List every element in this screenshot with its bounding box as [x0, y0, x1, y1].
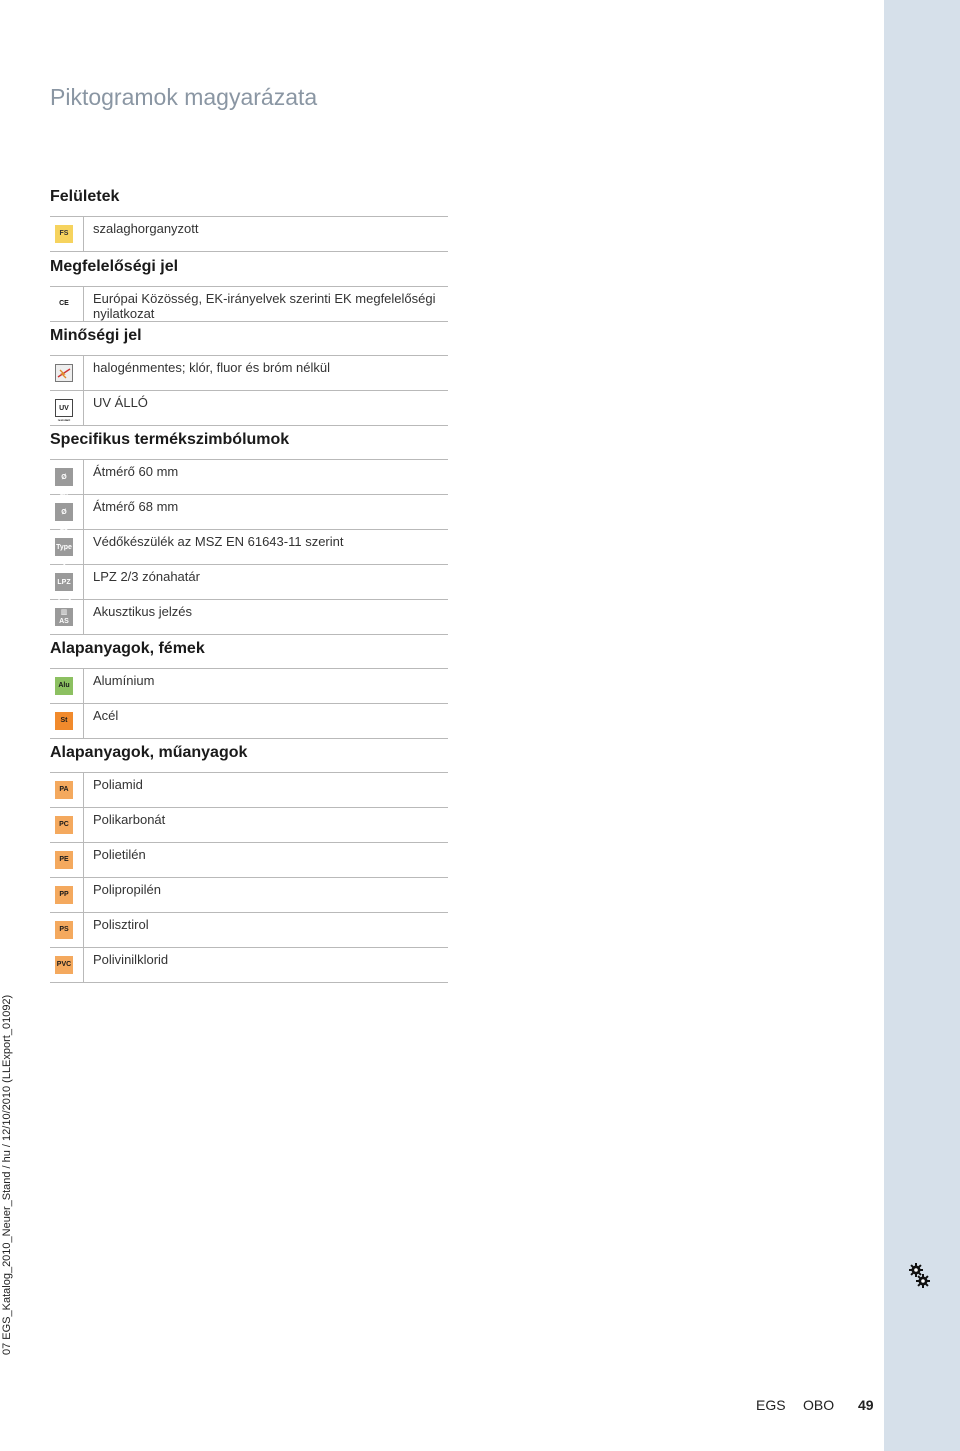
- list-item: [50, 217, 448, 252]
- item-text: halogénmentes; klór, fluor és bróm nélkül: [93, 360, 331, 375]
- section-minosegi-jel: [50, 325, 448, 426]
- list-item: [50, 948, 448, 983]
- steel-icon: St: [55, 712, 73, 730]
- vertical-export-note: 07 EGS_Katalog_2010_Neuer_Stand / hu / 12/10/2010 (LLExport_01092): [1, 994, 13, 1355]
- item-text: Polipropilén: [93, 882, 161, 897]
- polypropylene-icon: PP: [55, 886, 73, 904]
- right-sidebar-band: [884, 0, 960, 1451]
- list-item: [50, 808, 448, 843]
- list-item: [50, 773, 448, 808]
- diameter-60-icon: Ø 60: [55, 468, 73, 486]
- item-text: Akusztikus jelzés: [93, 604, 192, 619]
- type-3-icon: Type 3: [55, 538, 73, 556]
- list-item: [50, 704, 448, 739]
- item-text: LPZ 2/3 zónahatár: [93, 569, 200, 584]
- item-text: Poliamid: [93, 777, 143, 792]
- item-text: Polivinilklorid: [93, 952, 169, 967]
- polystyrene-icon: PS: [55, 921, 73, 939]
- aluminium-icon: Alu: [55, 677, 73, 695]
- section-heading: Felületek: [50, 188, 120, 205]
- gears-icon: [908, 1262, 932, 1290]
- item-text: Átmérő 60 mm: [93, 464, 179, 479]
- section-heading: Minőségi jel: [50, 327, 142, 344]
- lpz-icon: LPZ 2→3: [55, 573, 73, 591]
- list-item: [50, 460, 448, 499]
- list-item: [50, 878, 448, 913]
- item-text: UV ÁLLÓ: [93, 395, 148, 410]
- footer-section-label: EGS: [756, 1397, 786, 1413]
- acoustic-signal-icon: ▥ AS: [55, 608, 73, 626]
- section-femek: [50, 638, 448, 739]
- uv-resistant-icon: UV resistant: [55, 399, 73, 417]
- section-heading: Alapanyagok, műanyagok: [50, 744, 248, 761]
- pvc-icon: PVC: [55, 956, 73, 974]
- list-item: [50, 600, 448, 635]
- list-item: [50, 565, 448, 604]
- list-item: [50, 843, 448, 878]
- fs-surface-icon: FS: [55, 225, 73, 243]
- item-text: szalaghorganyzott: [93, 221, 199, 236]
- page-number: 49: [858, 1397, 874, 1413]
- item-text: Acél: [93, 708, 119, 723]
- item-text: Polietilén: [93, 847, 146, 862]
- list-item: [50, 495, 448, 534]
- item-text: Európai Közösség, EK-irányelvek szerinti EK megfelelőségi nyilatkozat: [93, 291, 436, 321]
- page-title: Piktogramok magyarázata: [50, 84, 318, 110]
- polyamide-icon: PA: [55, 781, 73, 799]
- polycarbonate-icon: PC: [55, 816, 73, 834]
- ce-mark-icon: CE: [59, 300, 69, 307]
- polyethylene-icon: PE: [55, 851, 73, 869]
- item-text: Polisztirol: [93, 917, 149, 932]
- list-item: [50, 356, 448, 391]
- list-item: [50, 530, 448, 569]
- section-muanyagok: [50, 742, 448, 983]
- item-text: Átmérő 68 mm: [93, 499, 179, 514]
- list-item: [50, 287, 448, 322]
- list-item: [50, 391, 448, 426]
- item-text: Alumínium: [93, 673, 155, 688]
- section-specifikus: [50, 429, 448, 635]
- section-heading: Alapanyagok, fémek: [50, 640, 205, 657]
- diameter-68-icon: Ø 68: [55, 503, 73, 521]
- item-text: Védőkészülék az MSZ EN 61643-11 szerint: [93, 534, 344, 549]
- section-feluletek: [50, 186, 448, 252]
- section-heading: Megfelelőségi jel: [50, 258, 179, 275]
- section-megfelelosegi-jel: [50, 256, 448, 322]
- item-text: Polikarbonát: [93, 812, 166, 827]
- list-item: [50, 669, 448, 704]
- footer-brand: OBO: [803, 1397, 835, 1413]
- section-heading: Specifikus termékszimbólumok: [50, 431, 290, 448]
- halogen-free-icon: [55, 364, 73, 382]
- list-item: [50, 913, 448, 948]
